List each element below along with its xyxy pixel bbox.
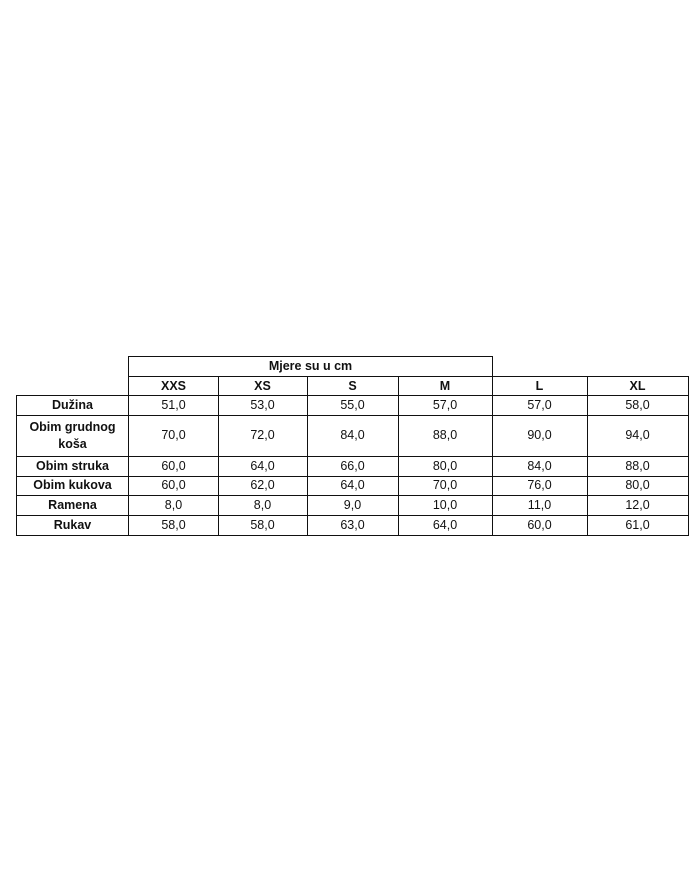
table-cell: 60,0	[161, 458, 186, 473]
table-cell: 88,0	[432, 428, 458, 442]
table-border	[16, 456, 689, 457]
size-header-s: S	[348, 378, 357, 393]
table-cell: 63,0	[340, 517, 365, 532]
table-border	[129, 376, 689, 377]
table-cell: 90,0	[527, 428, 552, 442]
table-cell: 70,0	[161, 428, 186, 442]
size-header-m: M	[439, 378, 451, 393]
table-border	[492, 356, 493, 536]
table-cell: 64,0	[340, 478, 365, 492]
row-label: Rukav	[53, 517, 92, 532]
row-label: Obim grudnog koša	[29, 419, 116, 451]
table-cell: 62,0	[250, 478, 275, 492]
table-cell: 88,0	[625, 458, 650, 473]
table-border	[16, 395, 689, 396]
table-cell: 80,0	[432, 458, 458, 473]
table-cell: 8,0	[164, 497, 183, 512]
table-cell: 84,0	[340, 428, 365, 442]
table-cell: 11,0	[527, 497, 552, 512]
table-border	[128, 356, 129, 536]
table-cell: 58,0	[250, 517, 275, 532]
table-cell: 61,0	[625, 517, 650, 532]
table-border	[16, 495, 689, 496]
table-cell: 72,0	[250, 428, 275, 442]
table-cell: 58,0	[161, 517, 186, 532]
table-cell: 51,0	[161, 398, 186, 412]
table-border	[688, 376, 689, 536]
table-cell: 12,0	[625, 497, 650, 512]
row-label: Ramena	[48, 497, 97, 512]
table-border	[16, 476, 689, 477]
table-border	[129, 356, 493, 357]
size-header-xs: XS	[254, 378, 271, 393]
table-cell: 70,0	[432, 478, 458, 492]
table-cell: 84,0	[527, 458, 552, 473]
table-border	[398, 376, 399, 536]
table-cell: 60,0	[527, 517, 552, 532]
table-border	[307, 376, 308, 536]
table-cell: 80,0	[625, 478, 650, 492]
table-cell: 76,0	[527, 478, 552, 492]
table-cell: 8,0	[253, 497, 272, 512]
table-cell: 64,0	[250, 458, 275, 473]
row-label: Obim kukova	[33, 478, 112, 492]
size-header-l: L	[535, 378, 544, 393]
size-header-xxs: XXS	[160, 378, 186, 393]
table-cell: 10,0	[432, 497, 458, 512]
table-cell: 64,0	[432, 517, 458, 532]
table-cell: 66,0	[340, 458, 365, 473]
table-cell: 57,0	[432, 398, 458, 412]
table-cell: 58,0	[625, 398, 650, 412]
table-cell: 57,0	[527, 398, 552, 412]
table-cell: 60,0	[161, 478, 186, 492]
table-border	[16, 415, 689, 416]
size-header-xl: XL	[629, 378, 646, 393]
table-border	[16, 395, 17, 536]
table-border	[587, 376, 588, 536]
row-label: Obim struka	[36, 458, 109, 473]
table-border	[218, 376, 219, 536]
table-border	[16, 515, 689, 516]
table-cell: 94,0	[625, 428, 650, 442]
table-cell: 55,0	[340, 398, 365, 412]
row-label: Dužina	[52, 398, 93, 412]
table-caption: Mjere su u cm	[268, 359, 353, 373]
table-cell: 53,0	[250, 398, 275, 412]
table-border	[16, 535, 689, 536]
table-cell: 9,0	[343, 497, 362, 512]
